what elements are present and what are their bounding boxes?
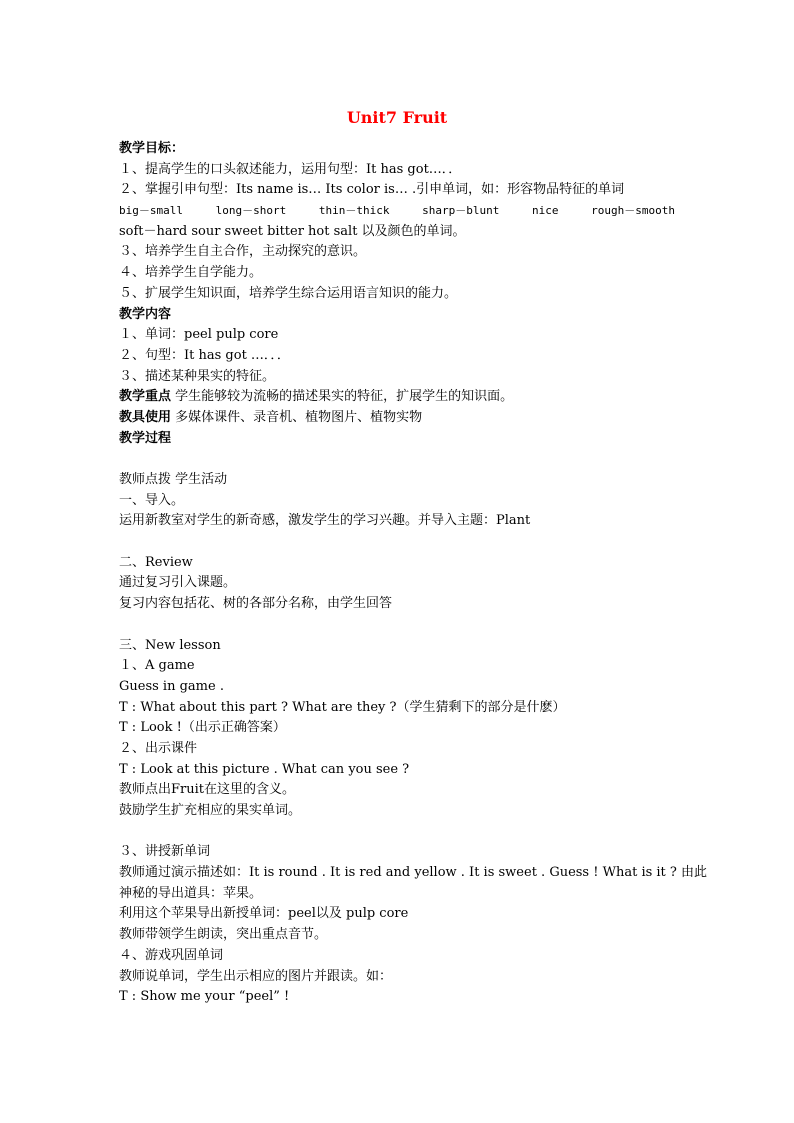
section-3-item-3: ３、讲授新单词 <box>119 844 211 860</box>
tools-row <box>119 408 709 429</box>
blank-line <box>119 822 709 843</box>
blank-line <box>119 532 709 553</box>
section-3-item-3a: 教师通过演示描述如：It is round . It is red and yellow . It is sweet . Guess ! What is it ? 由此神秘的导出道具：苹果。 <box>119 865 708 901</box>
goals-heading: 教学目标： <box>119 141 185 156</box>
content-3: ３、描述某种果实的特征。 <box>119 368 276 384</box>
section-3-item-2a: T : Look at this picture . What can you see ? <box>119 761 410 777</box>
word-pair: long－short <box>215 204 287 218</box>
section-2-text-1: 通过复习引入课题。 <box>119 575 237 591</box>
document-body <box>119 139 709 1008</box>
section-3-item-1b: T : What about this part ? What are they ?（学生猜剩下的部分是什麽） <box>119 699 566 715</box>
tools-text: 多媒体课件、录音机、植物图片、植物实物 <box>171 409 423 425</box>
content-heading: 教学内容 <box>119 306 172 322</box>
content-1: １、单词：peel pulp core <box>119 327 279 343</box>
roles-line: 教师点拨 学生活动 <box>119 472 228 487</box>
section-1-text: 运用新教室对学生的新奇感，激发学生的学习兴趣。并导入主题：Plant <box>119 513 531 529</box>
goal-2-word-list <box>119 201 709 222</box>
section-3-item-3b: 利用这个苹果导出新授单词：peel以及 pulp core <box>119 906 409 922</box>
section-3-item-2: ２、出示课件 <box>119 740 198 756</box>
content-2: ２、句型：It has got …．．． <box>119 347 290 363</box>
document-title: Unit7 Fruit <box>346 108 448 127</box>
word-pair: rough－smooth <box>591 204 675 218</box>
goal-5: ５、扩展学生知识面，培养学生综合运用语言知识的能力。 <box>119 285 458 301</box>
section-3-item-1c: T : Look !（出示正确答案） <box>119 720 286 736</box>
goal-2-line-3: soft－hard sour sweet bitter hot salt 以及颜色的单词。 <box>119 223 466 239</box>
section-2-text-2: 复习内容包括花、树的各部分名称，由学生回答 <box>119 596 393 612</box>
word-pair: sharp－blunt <box>422 204 500 218</box>
process-heading: 教学过程 <box>119 430 172 446</box>
section-3-item-4b: T : Show me your “peel” ! <box>119 989 290 1005</box>
section-3-item-1a: Guess in game . <box>119 678 224 694</box>
section-3-item-4: ４、游戏巩固单词 <box>119 947 224 963</box>
section-1-heading: 一、导入。 <box>119 492 185 508</box>
blank-line <box>119 449 709 470</box>
section-3-item-3c: 教师带领学生朗读，突出重点音节。 <box>119 927 328 943</box>
word-pair: nice <box>532 204 559 218</box>
tools-label: 教具使用 <box>119 409 172 425</box>
goal-2: ２、掌握引申句型：Its name is… Its color is… .引申单词，如：形容物品特征的单词 <box>119 182 625 198</box>
word-pair: big－small <box>119 204 183 218</box>
goal-4: ４、培养学生自学能力。 <box>119 265 263 281</box>
focus-label: 教学重点 <box>119 389 172 405</box>
focus-text: 学生能够较为流畅的描述果实的特征，扩展学生的知识面。 <box>171 389 514 405</box>
goal-3: ３、培养学生自主合作，主动探究的意识。 <box>119 244 367 260</box>
section-3-item-2c: 鼓励学生扩充相应的果实单词。 <box>119 803 302 818</box>
section-3-heading: 三、New lesson <box>119 637 221 653</box>
section-3-item-1: １、A game <box>119 658 195 674</box>
blank-line <box>119 615 709 636</box>
section-3-item-4a: 教师说单词，学生出示相应的图片并跟读。如： <box>119 968 393 984</box>
goal-1: １、提高学生的口头叙述能力，运用句型：It has got…．． <box>119 161 462 177</box>
word-pair: thin－thick <box>318 204 390 218</box>
section-3-item-2b: 教师点出Fruit在这里的含义。 <box>119 782 295 798</box>
focus-row <box>119 387 709 408</box>
section-2-heading: 二、Review <box>119 554 193 570</box>
